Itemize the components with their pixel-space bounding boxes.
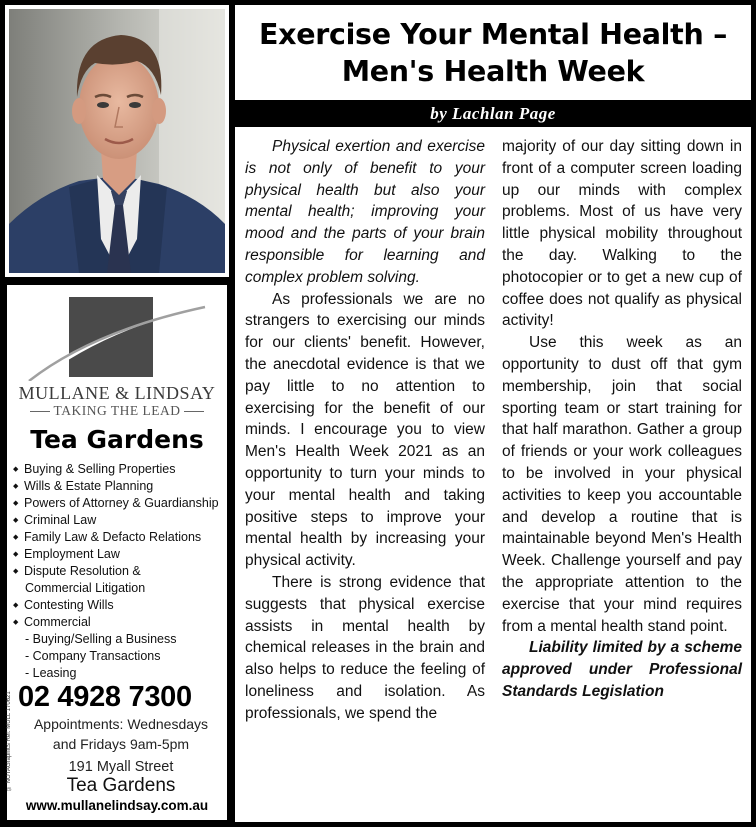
office-title: Tea Gardens: [30, 425, 204, 454]
phone-number[interactable]: 02 4928 7300: [18, 681, 192, 713]
article-paragraph: Use this week as an opportunity to dust off that gym membership, join that social sporting team or start training for that half marathon. Gather a group of friends or your work colleagues to be involved in your physical activities to keep you accountable and develop a routine that is maintainable beyond Men's Health Week. Challenge yourself and pay the appropriate attention to the exercise that your mind requires from a mental health stand point.: [502, 334, 742, 635]
ad-reference-code: © NOTAGraphics Ref: MULL 170621: [6, 691, 12, 791]
street-address: 191 Myall Street: [68, 759, 174, 775]
article-paragraph: Physical exertion and exercise is not only of benefit to your physical health but also your mental health; improving your mood and the parts of your brain responsible for learning and complex problem solving.: [245, 138, 485, 286]
article-paragraph: majority of our day sitting down in front of a computer screen loading up our minds with complex problems. Most of us have very little physical mobility throughout the day. Walking to the photocopier or to get a new cup of coffee does not qualify as physical activity!: [502, 138, 742, 330]
article-body: [235, 127, 751, 822]
service-item: ◆ Dispute Resolution &: [13, 563, 227, 580]
appointment-line: Appointments: Wednesdays: [33, 716, 209, 732]
portrait-image: [9, 9, 225, 273]
service-item: ◆ Contesting Wills: [13, 597, 227, 614]
article-paragraph: As professionals we are no strangers to exercising our minds for our clients' benefit. However, the anecdotal evidence is that we pay little to no attention to exercising for the benefit of our minds. I encourage you to view Men's Health Week 2021 as an opportunity to turn your minds to your mental health and taking positive steps to improve your mental health by increasing your physical activity.: [245, 290, 485, 570]
service-subitem: - Company Transactions: [25, 649, 161, 663]
article-headline: [235, 5, 751, 100]
town-name: Tea Gardens: [66, 775, 176, 796]
article-column-left: [245, 136, 485, 725]
service-subitem: - Buying/Selling a Business: [25, 632, 177, 646]
appointment-line: and Fridays 9am-5pm: [52, 736, 190, 752]
service-item: ◆ Employment Law: [13, 546, 227, 563]
service-item: ◆ Criminal Law: [13, 512, 227, 529]
appointment-hours: [15, 714, 227, 754]
website-link[interactable]: www.mullanelindsay.com.au: [25, 798, 209, 813]
firm-name: MULLANE & LINDSAY: [18, 383, 216, 403]
service-item: ◆ Family Law & Defacto Relations: [13, 529, 227, 546]
headline-line: Men's Health Week: [341, 54, 645, 88]
service-item-continued: Commercial Litigation: [25, 581, 146, 595]
service-subitem: - Leasing: [25, 666, 77, 680]
service-item: ◆ Commercial: [13, 614, 227, 631]
firm-logo: [7, 293, 227, 381]
headline-line: Exercise Your Mental Health –: [258, 17, 728, 51]
law-firm-advertisement: [5, 283, 229, 822]
article-column-right: [502, 136, 742, 703]
service-item: ◆ Powers of Attorney & Guardianship: [13, 495, 227, 512]
service-item: ◆ Buying & Selling Properties: [13, 461, 227, 478]
article-paragraph: There is strong evidence that suggests that physical exercise assists in mental health by chemical releases in the brain and also helps to reduce the feeling of loneliness and isolation. As professionals, we spend the: [245, 573, 485, 722]
article-byline: by Lachlan Page: [235, 100, 751, 127]
liability-disclaimer: Liability limited by a scheme approved under Professional Standards Legislation: [502, 639, 742, 700]
firm-tagline: TAKING THE LEAD: [7, 403, 227, 419]
service-item: ◆ Wills & Estate Planning: [13, 478, 227, 495]
services-list: [13, 461, 227, 682]
author-photo: [5, 5, 229, 277]
